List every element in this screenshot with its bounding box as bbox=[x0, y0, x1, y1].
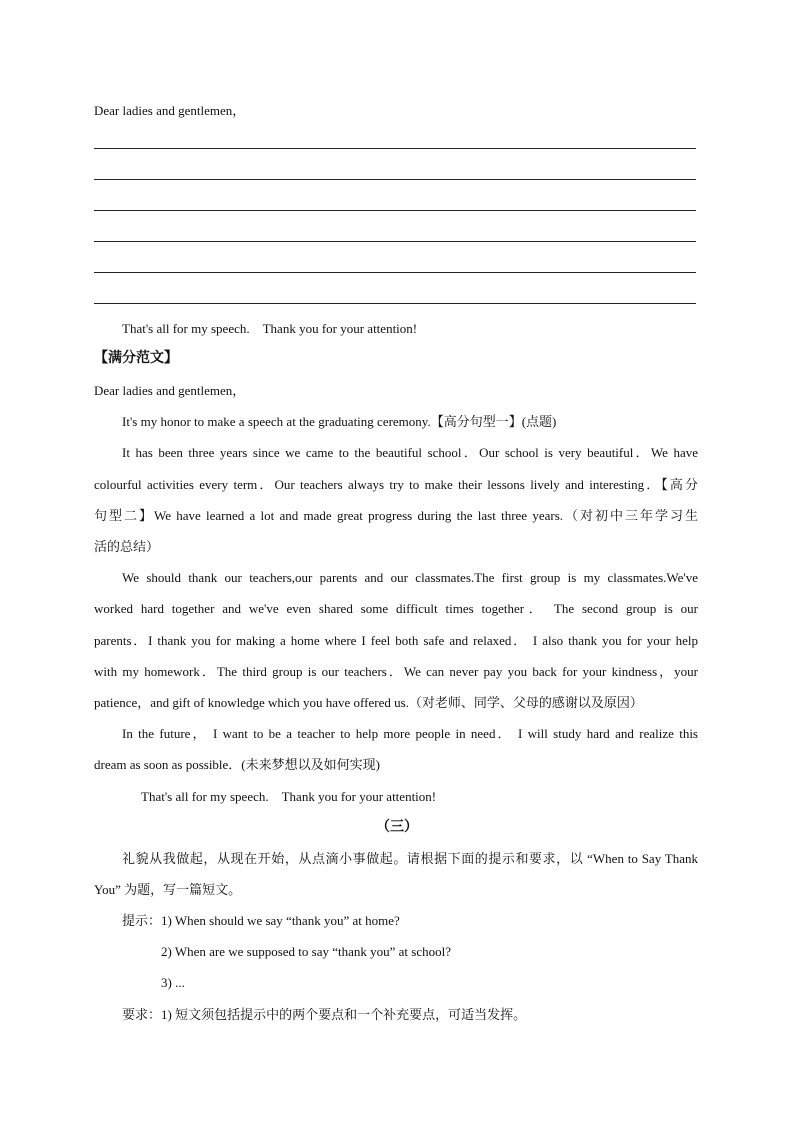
writing-line bbox=[94, 179, 696, 180]
model-line: parents．I thank you for making a home where I feel both safe and relaxed． I also thank you for your help bbox=[94, 633, 698, 648]
model-line: patience，and gift of knowledge which you have offered us.（对老师、同学、父母的感谢以及原因） bbox=[94, 695, 643, 710]
hint-item: 3) ... bbox=[161, 975, 185, 990]
hint-item: 1) When should we say “thank you” at home? bbox=[161, 913, 400, 928]
model-line: It has been three years since we came to the beautiful school．Our school is very beautiful．We have bbox=[122, 445, 698, 460]
writing-line bbox=[94, 148, 696, 149]
requirements-label: 要求： bbox=[122, 1007, 162, 1022]
hint-item: 2) When are we supposed to say “thank you” at school? bbox=[161, 944, 452, 959]
model-line: 活的总结） bbox=[94, 539, 160, 554]
model-line: In the future， I want to be a teacher to help more people in need． I will study hard and realize this bbox=[122, 726, 698, 741]
model-line: with my homework．The third group is our teachers．We can never pay you back for your kindness，your bbox=[94, 664, 698, 679]
model-line: colourful activities every term．Our teachers always try to make their lessons lively and interesting．【高分 bbox=[94, 477, 698, 492]
writing-line bbox=[94, 272, 696, 273]
section-number: （三） bbox=[376, 820, 418, 835]
prompt-line: 礼貌从我做起，从现在开始，从点滴小事做起。请根据下面的提示和要求，以 “When to Say Thank bbox=[122, 851, 698, 866]
model-greeting: Dear ladies and gentlemen， bbox=[94, 383, 246, 398]
writing-line bbox=[94, 241, 696, 242]
model-line: dream as soon as possible．(未来梦想以及如何实现) bbox=[94, 757, 380, 772]
model-heading: 【满分范文】 bbox=[94, 351, 178, 366]
writing-line bbox=[94, 303, 696, 304]
prompt-line: You” 为题，写一篇短文。 bbox=[94, 882, 242, 897]
writing-line bbox=[94, 210, 696, 211]
model-line: 句型二】We have learned a lot and made great progress during the last three years.（对初中三年学习生 bbox=[94, 508, 698, 523]
model-closing: That's all for my speech. Thank you for your attention! bbox=[141, 789, 437, 804]
model-line: We should thank our teachers,our parents and our classmates.The first group is my classmates.We've bbox=[122, 570, 698, 585]
hints-label: 提示： bbox=[122, 913, 162, 928]
requirement-item: 1) 短文须包括提示中的两个要点和一个补充要点，可适当发挥。 bbox=[161, 1007, 527, 1022]
template-closing: That's all for my speech. Thank you for your attention! bbox=[122, 321, 418, 336]
template-greeting: Dear ladies and gentlemen， bbox=[94, 103, 246, 118]
model-line: It's my honor to make a speech at the graduating ceremony.【高分句型一】(点题) bbox=[122, 414, 557, 429]
model-line: worked hard together and we've even shared some difficult times together． The second group is our bbox=[94, 601, 698, 616]
